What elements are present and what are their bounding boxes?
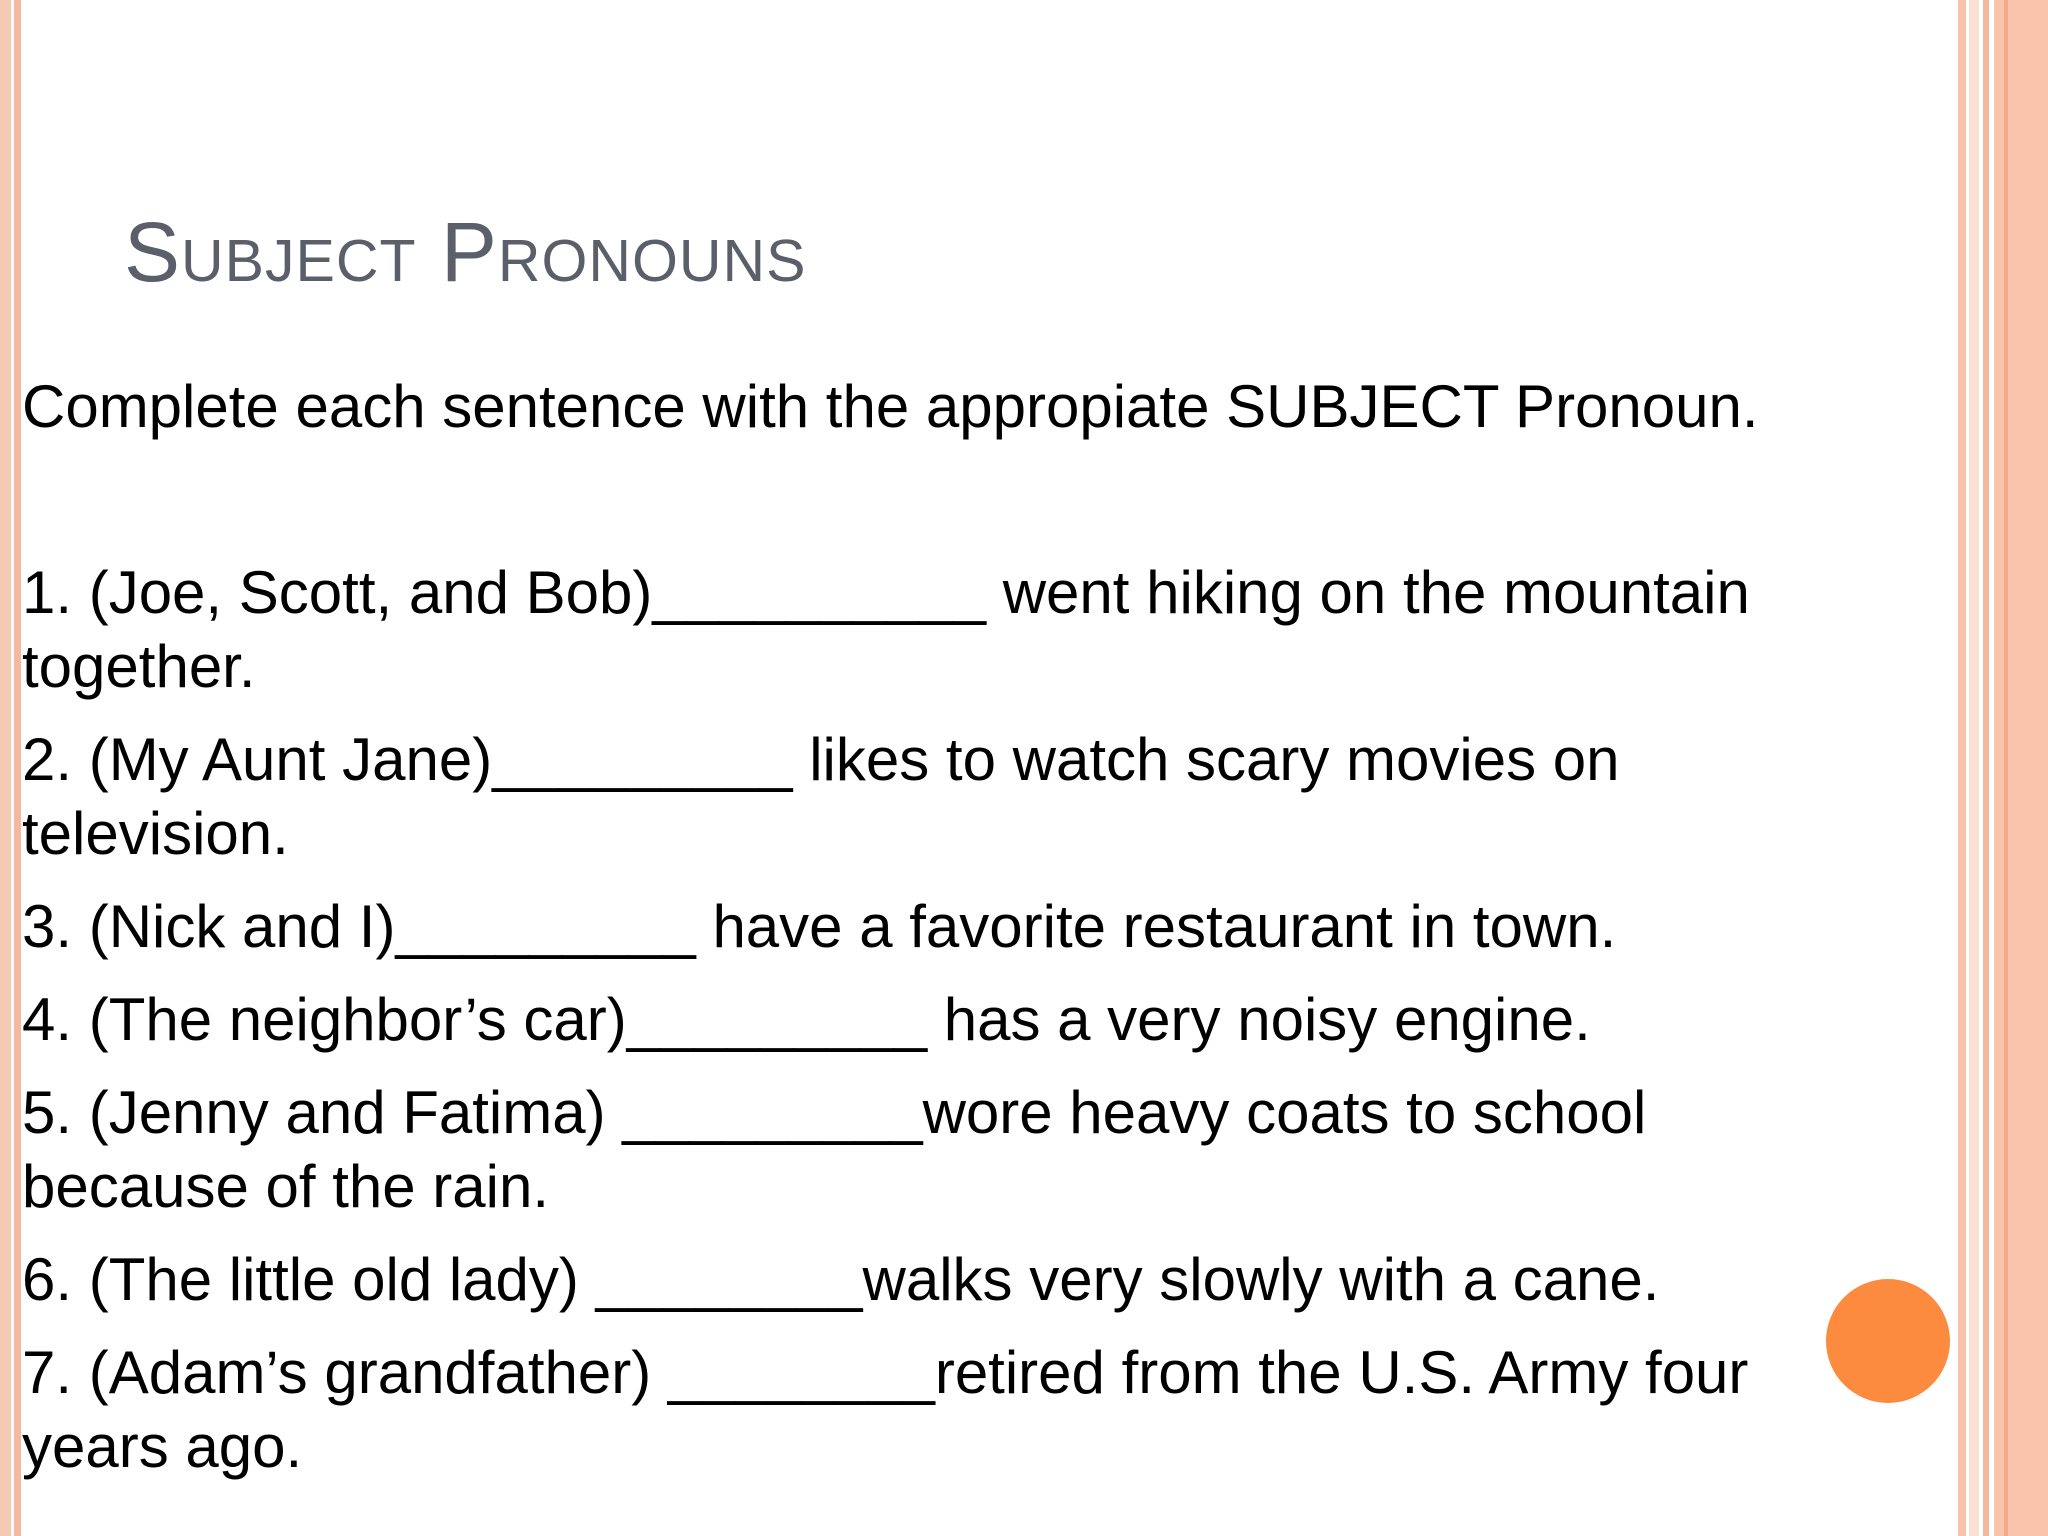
- exercise-line-continued: together.: [22, 633, 256, 700]
- right-border-stripe: [2004, 0, 2008, 1536]
- exercise-line-continued: because of the rain.: [22, 1153, 550, 1220]
- right-border-stripe: [1983, 0, 1989, 1536]
- exercise-line: 4. (The neighbor’s car)_________ has a very noisy engine.: [22, 986, 1591, 1053]
- instruction-text: Complete each sentence with the appropiate SUBJECT Pronoun.: [22, 373, 1759, 440]
- exercise-line: 5. (Jenny and Fatima) _________wore heavy coats to school: [22, 1079, 1647, 1146]
- exercise-line: 1. (Joe, Scott, and Bob)__________ went hiking on the mountain: [22, 559, 1750, 626]
- right-border-band: [1994, 0, 2048, 1536]
- exercise-line: 2. (My Aunt Jane)_________ likes to watch scary movies on: [22, 726, 1620, 793]
- exercise-item: [22, 1076, 1822, 1224]
- right-border-stripe: [1958, 0, 1966, 1536]
- exercise-item: [22, 556, 1822, 704]
- exercise-line: 7. (Adam’s grandfather) ________retired from the U.S. Army four: [22, 1339, 1749, 1406]
- exercise-item: [22, 723, 1822, 871]
- exercise-line: 6. (The little old lady) ________walks very slowly with a cane.: [22, 1246, 1660, 1313]
- exercise-item: [22, 983, 1822, 1057]
- exercise-list: [22, 556, 1822, 1503]
- exercise-item: [22, 1243, 1822, 1317]
- exercise-line-continued: television.: [22, 800, 289, 867]
- left-border: [0, 0, 11, 1536]
- exercise-line-continued: years ago.: [22, 1413, 303, 1480]
- right-border-stripe: [1969, 0, 1979, 1536]
- decorative-circle: [1826, 1279, 1950, 1403]
- exercise-item: [22, 1336, 1822, 1484]
- slide-title: Subject Pronouns: [124, 205, 807, 299]
- left-border-inner: [14, 0, 21, 1536]
- exercise-line: 3. (Nick and I)_________ have a favorite restaurant in town.: [22, 893, 1617, 960]
- exercise-item: [22, 890, 1822, 964]
